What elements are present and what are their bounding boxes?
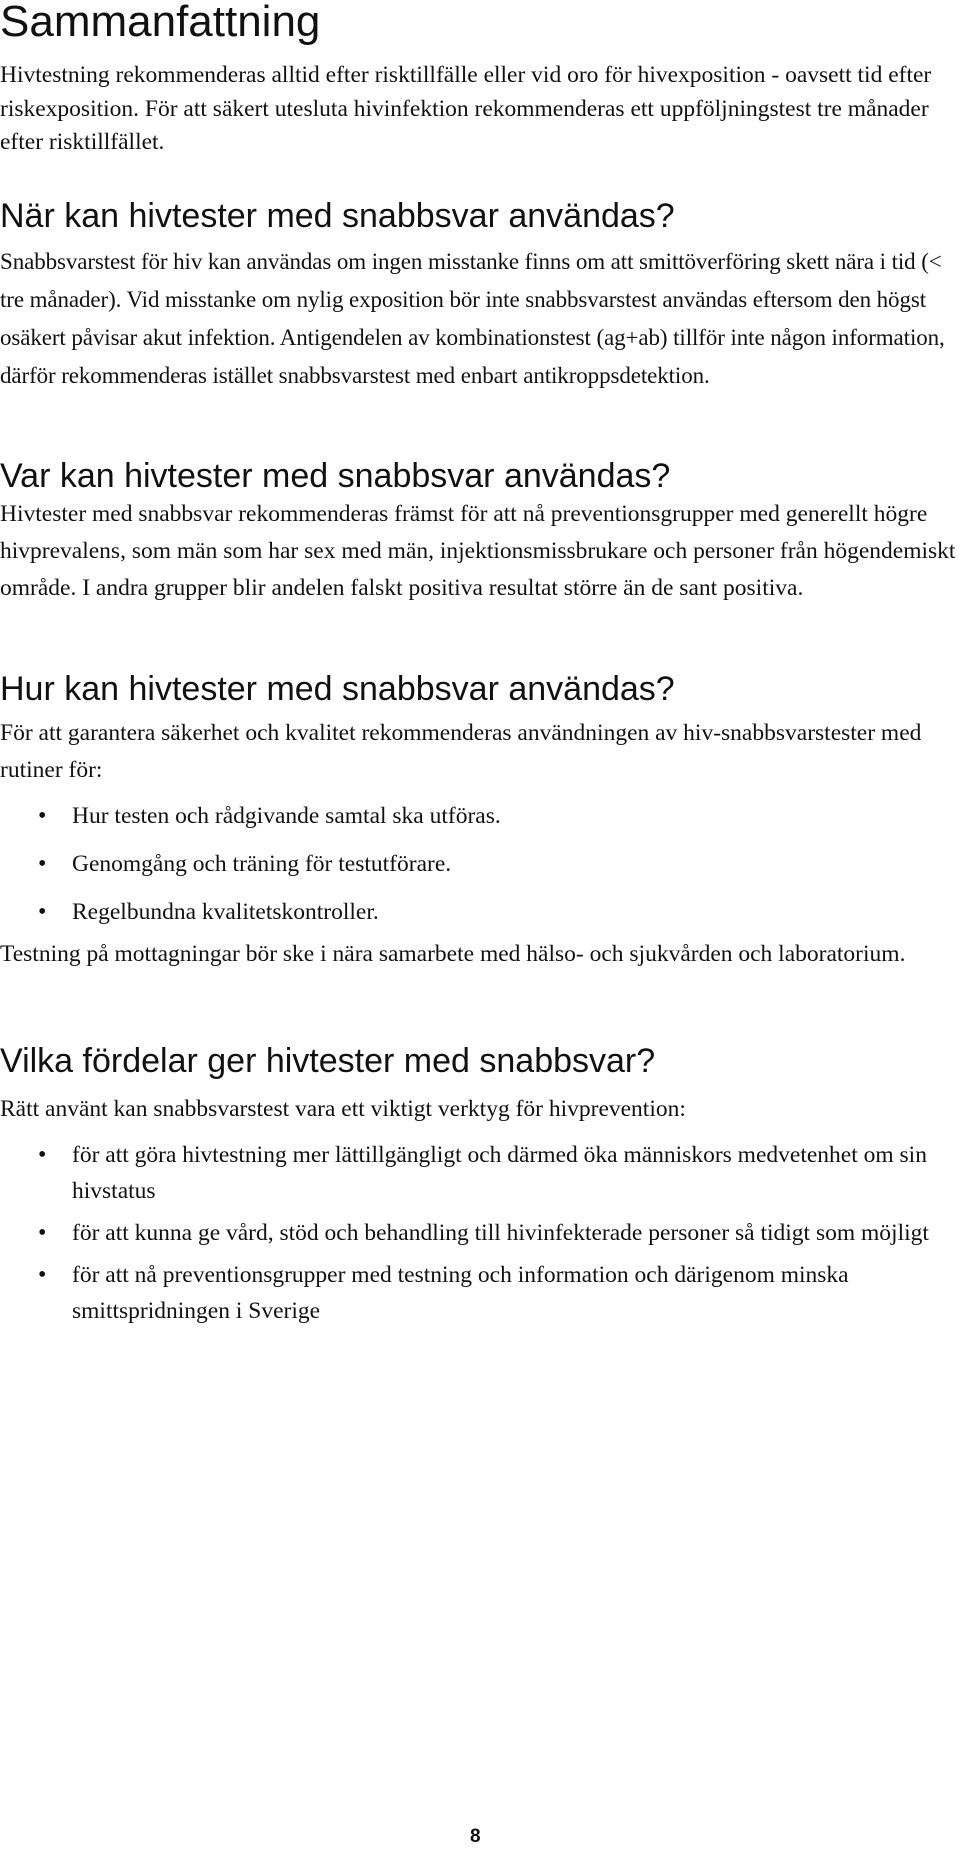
list-item	[0, 1137, 958, 1209]
page-number: 8	[470, 1826, 481, 1847]
section-intro-how: För att garantera säkerhet och kvalitet rekommenderas användningen av hiv-snabbsvarstester med rutiner för:	[0, 720, 922, 783]
section-heading-when: När kan hivtester med snabbsvar användas?	[0, 197, 675, 235]
section-heading-how: Hur kan hivtester med snabbsvar användas?	[0, 670, 675, 708]
list-item-text: för att kunna ge vård, stöd och behandling till hivinfekterade personer så tidigt som möjligt	[72, 1220, 929, 1246]
list-item-text: för att nå preventionsgrupper med testning och information och därigenom minska smittspridningen i Sverige	[72, 1262, 849, 1324]
bullet-marker: •	[38, 1142, 47, 1168]
list-item-text: för att göra hivtestning mer lättillgängligt och därmed öka människors medvetenhet om sin hivstatus	[72, 1142, 927, 1204]
list-item-text: Genomgång och träning för testutförare.	[72, 851, 452, 877]
list-item	[0, 797, 958, 835]
list-item-text: Hur testen och rådgivande samtal ska utföras.	[72, 803, 501, 829]
bullet-marker: •	[38, 803, 47, 829]
section-heading-where: Var kan hivtester med snabbsvar användas?	[0, 457, 671, 495]
bullet-marker: •	[38, 899, 47, 925]
section-closing-how: Testning på mottagningar bör ske i nära samarbete med hälso- och sjukvården och laboratorium.	[0, 941, 906, 967]
list-item	[0, 1215, 958, 1251]
page-title: Sammanfattning	[0, 0, 321, 46]
section-paragraph-when: Snabbsvarstest för hiv kan användas om ingen misstanke finns om att smittöverföring skett nära i tid (< tre månader). Vid misstanke om nylig exposition bör inte snabbsvarstest användas eftersom den högst osäkert påvisar akut infektion. Antigendelen av kombinationstest (ag+ab) tillför inte någon information, därför rekommenderas istället snabbsvarstest med enbart antikroppsdetektion.	[0, 249, 945, 388]
summary-paragraph: Hivtestning rekommenderas alltid efter risktillfälle eller vid oro för hivexposition - oavsett tid efter riskexposition. För att säkert utesluta hivinfektion rekommenderas ett uppföljningstest tre månader efter risktillfället.	[0, 62, 932, 155]
bullet-marker: •	[38, 1262, 47, 1288]
bullet-marker: •	[38, 1220, 47, 1246]
how-bullet-list	[0, 797, 958, 931]
bullet-marker: •	[38, 851, 47, 877]
list-item	[0, 1257, 958, 1329]
list-item	[0, 845, 958, 883]
list-item	[0, 893, 958, 931]
section-paragraph-where: Hivtester med snabbsvar rekommenderas främst för att nå preventionsgrupper med generellt högre hivprevalens, som män som har sex med män, injektionsmissbrukare och personer från högendemiskt område. I andra grupper blir andelen falskt positiva resultat större än de sant positiva.	[0, 501, 956, 601]
section-heading-benefits: Vilka fördelar ger hivtester med snabbsvar?	[0, 1042, 656, 1080]
benefits-bullet-list	[0, 1137, 958, 1329]
list-item-text: Regelbundna kvalitetskontroller.	[72, 899, 379, 925]
section-intro-benefits: Rätt använt kan snabbsvarstest vara ett viktigt verktyg för hivprevention:	[0, 1096, 686, 1122]
